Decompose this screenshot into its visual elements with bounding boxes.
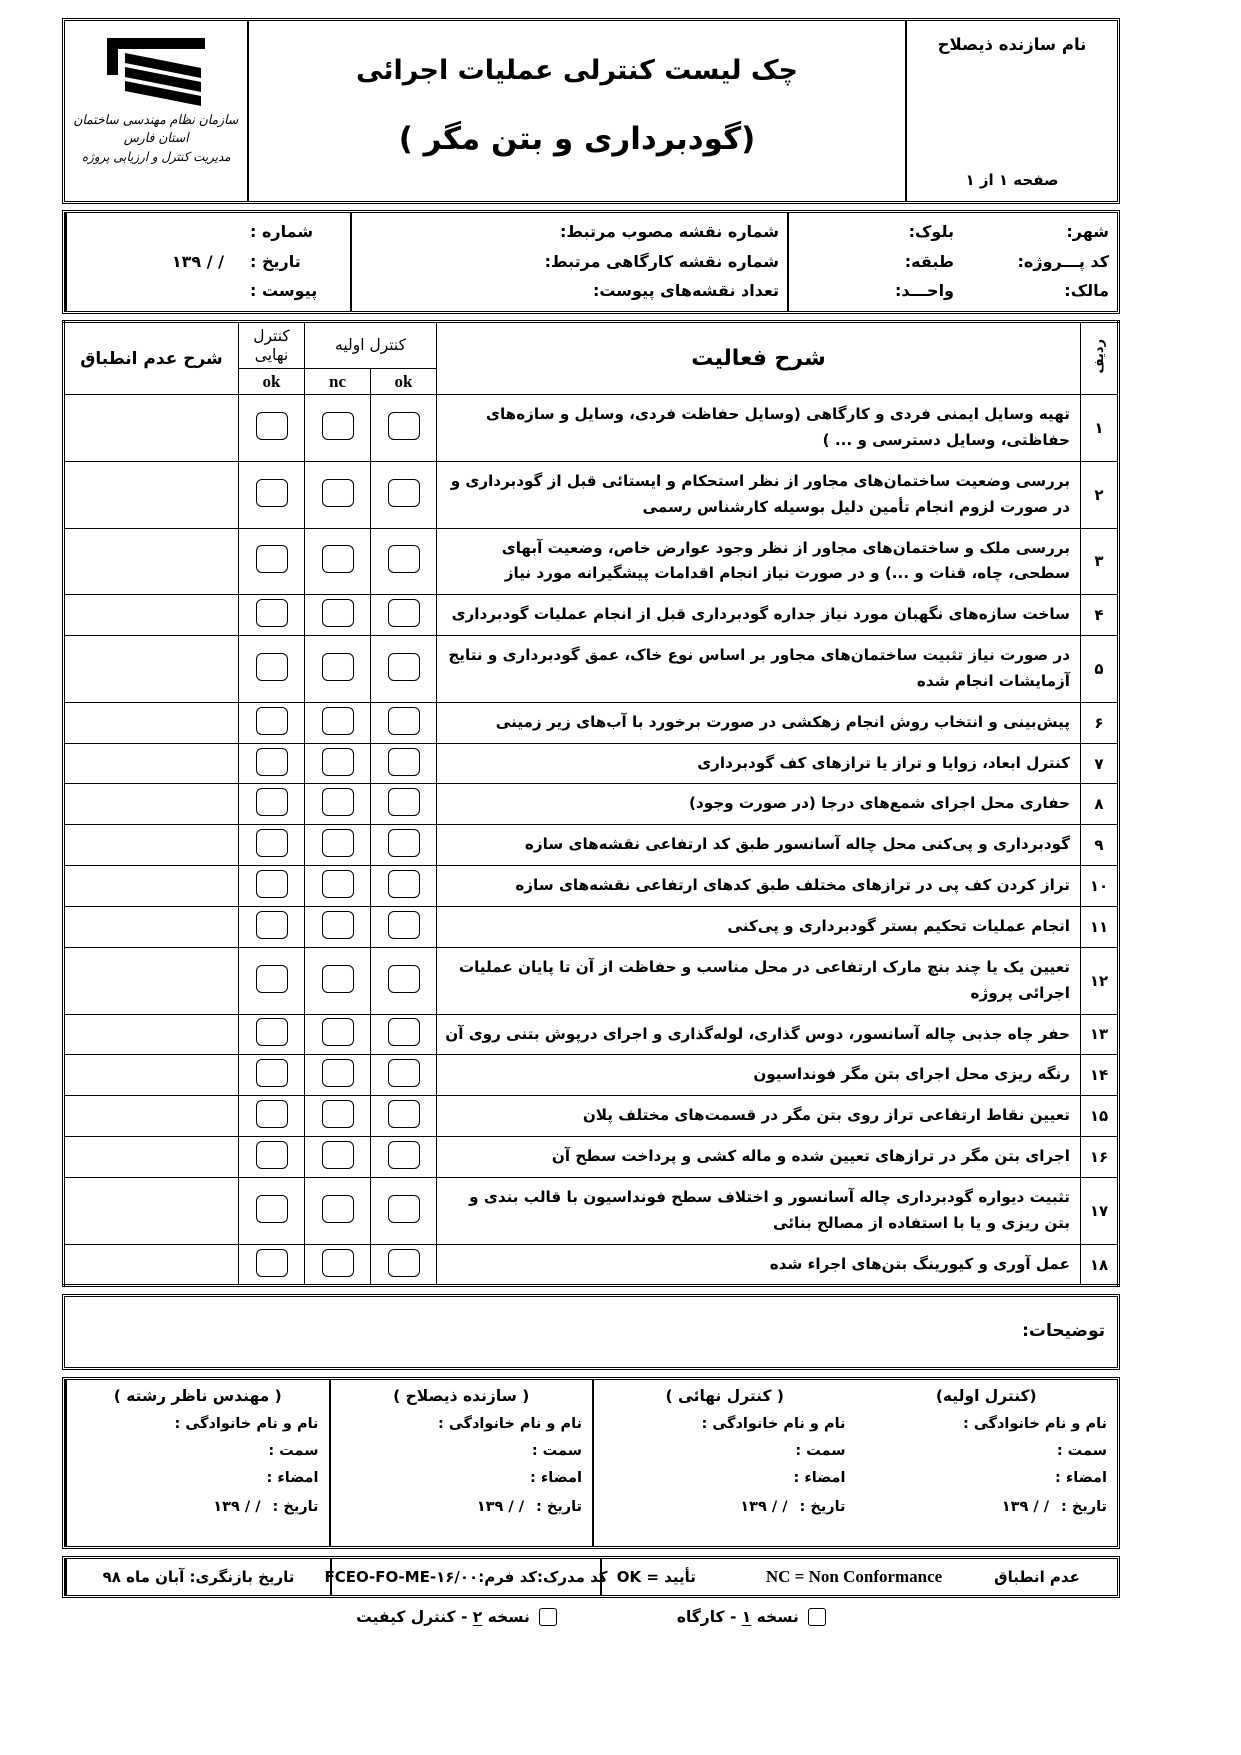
checkbox-cell-final-ok[interactable] <box>239 784 305 825</box>
checkbox-final-ok[interactable] <box>256 1018 288 1046</box>
checkbox-cell-initial-ok[interactable] <box>371 1137 437 1178</box>
copy-option-2[interactable] <box>356 1608 557 1626</box>
row-number: ۱۴ <box>1081 1055 1119 1096</box>
checkbox-initial-nc[interactable] <box>322 829 354 857</box>
row-number: ۵ <box>1081 636 1119 703</box>
checkbox-initial-nc[interactable] <box>322 1059 354 1087</box>
row-number: ۱ <box>1081 395 1119 462</box>
checkbox-final-ok[interactable] <box>256 965 288 993</box>
nonconformance-input-cell[interactable] <box>64 1177 239 1244</box>
copies-row <box>62 1608 1120 1626</box>
document-header <box>62 18 1120 204</box>
field-block-label: بلوک: <box>908 222 954 242</box>
nonconformance-input-cell[interactable] <box>64 461 239 528</box>
checkbox-cell-initial-nc[interactable] <box>305 1137 371 1178</box>
checkbox-initial-ok[interactable] <box>388 1059 420 1087</box>
legend-nc-definition: NC = Non Conformance <box>765 1567 943 1587</box>
checkbox-final-ok[interactable] <box>256 1249 288 1277</box>
checkbox-initial-ok[interactable] <box>388 870 420 898</box>
checkbox-cell-final-ok[interactable] <box>239 702 305 743</box>
legend-revision-date: تاریخ بازنگری: آبان ماه ۹۸ <box>65 1559 330 1595</box>
table-row <box>64 1055 1119 1096</box>
table-row <box>64 1177 1119 1244</box>
checkbox-cell-final-ok[interactable] <box>239 825 305 866</box>
table-row <box>64 395 1119 462</box>
signature-title: ( مهندس ناظر رشته ) <box>113 1387 282 1406</box>
row-activity-description: تراز کردن کف پی در ترازهای مختلف طبق کدهای ارتفاعی نقشه‌های سازه <box>437 866 1081 907</box>
legend-ok-definition: تأیید = OK <box>616 1568 696 1587</box>
row-activity-description: انجام عملیات تحکیم بستر گودبرداری و پی‌کنی <box>437 907 1081 948</box>
checkbox-initial-ok[interactable] <box>388 653 420 681</box>
checkbox-cell-final-ok[interactable] <box>239 1244 305 1286</box>
signature-block-2 <box>592 1380 856 1546</box>
signature-position-field[interactable]: سمت : <box>268 1443 319 1460</box>
nonconformance-input-cell[interactable] <box>64 825 239 866</box>
checkbox-cell-initial-ok[interactable] <box>371 1014 437 1055</box>
checkbox-initial-nc[interactable] <box>322 412 354 440</box>
header-activity: شرح فعالیت <box>437 322 1081 395</box>
checkbox-final-ok[interactable] <box>256 545 288 573</box>
row-number: ۱۶ <box>1081 1137 1119 1178</box>
row-activity-description: گودبرداری و پی‌کنی محل چاله آسانسور طبق کد ارتفاعی نقشه‌های سازه <box>437 825 1081 866</box>
checkbox-cell-initial-nc[interactable] <box>305 866 371 907</box>
checklist-table-body <box>64 395 1119 1286</box>
field-unit-label: واحـــد: <box>894 281 954 301</box>
checkbox-final-ok[interactable] <box>256 599 288 627</box>
checkbox-final-ok[interactable] <box>256 870 288 898</box>
nonconformance-input-cell[interactable] <box>64 595 239 636</box>
info-column-location <box>962 213 1117 311</box>
checkbox-initial-ok[interactable] <box>388 1141 420 1169</box>
signature-name-field[interactable]: نام و نام خانوادگی : <box>963 1416 1107 1433</box>
signature-date-label: تاریخ : <box>1061 1499 1107 1516</box>
row-number: ۸ <box>1081 784 1119 825</box>
checkbox-initial-nc[interactable] <box>322 1249 354 1277</box>
checkbox-initial-ok[interactable] <box>388 1195 420 1223</box>
row-number: ۱۸ <box>1081 1244 1119 1286</box>
table-row <box>64 461 1119 528</box>
checkbox-final-ok[interactable] <box>256 1141 288 1169</box>
checkbox-final-ok[interactable] <box>256 829 288 857</box>
table-row <box>64 1096 1119 1137</box>
checkbox-cell-initial-nc[interactable] <box>305 461 371 528</box>
checkbox-cell-initial-nc[interactable] <box>305 947 371 1014</box>
checkbox-initial-nc[interactable] <box>322 599 354 627</box>
nonconformance-input-cell[interactable] <box>64 784 239 825</box>
page-number-label: صفحه ۱ از ۱ <box>965 171 1059 189</box>
checklist-table <box>62 320 1120 1287</box>
checkbox-cell-initial-ok[interactable] <box>371 1244 437 1286</box>
signature-title: ( کنترل نهائی ) <box>665 1387 784 1406</box>
table-row <box>64 784 1119 825</box>
checkbox-cell-initial-ok[interactable] <box>371 595 437 636</box>
row-number: ۱۳ <box>1081 1014 1119 1055</box>
row-activity-description: تهیه وسایل ایمنی فردی و کارگاهی (وسایل حفاظت فردی، وسایل و سازه‌های حفاظتی، وسایل دسترسی و ... ) <box>437 395 1081 462</box>
checkbox-initial-ok[interactable] <box>388 911 420 939</box>
checkbox-initial-nc[interactable] <box>322 911 354 939</box>
header-initial-control: کنترل اولیه <box>305 322 437 369</box>
checkbox-cell-initial-ok[interactable] <box>371 743 437 784</box>
row-number: ۱۷ <box>1081 1177 1119 1244</box>
checkbox-cell-initial-nc[interactable] <box>305 1096 371 1137</box>
checkbox-initial-nc[interactable] <box>322 545 354 573</box>
field-date-value: / / ۱۳۹ <box>171 251 224 271</box>
signature-sign-field[interactable]: امضاء : <box>793 1470 846 1487</box>
checkbox-initial-ok[interactable] <box>388 1100 420 1128</box>
checkbox-final-ok[interactable] <box>256 788 288 816</box>
checkbox-initial-nc[interactable] <box>322 788 354 816</box>
checkbox-initial-ok[interactable] <box>388 788 420 816</box>
signature-date-value: / / ۱۳۹ <box>213 1499 261 1516</box>
field-project-code-label: کد پـــروژه: <box>1017 251 1109 271</box>
row-number: ۱۲ <box>1081 947 1119 1014</box>
field-floor-label: طبقه: <box>904 251 954 271</box>
field-city-label: شهر: <box>1066 222 1109 242</box>
copy-label: نسخه ۲ - کنترل کیفیت <box>356 1608 530 1627</box>
signature-name-field[interactable]: نام و نام خانوادگی : <box>701 1416 846 1433</box>
header-final-ok: ok <box>239 369 305 395</box>
checkbox-cell-initial-nc[interactable] <box>305 907 371 948</box>
checkbox-initial-ok[interactable] <box>388 829 420 857</box>
checkbox-cell-initial-nc[interactable] <box>305 595 371 636</box>
checklist-title-line1: چک لیست کنترلی عملیات اجرائی <box>356 54 798 86</box>
checkbox-initial-nc[interactable] <box>322 653 354 681</box>
nonconformance-input-cell[interactable] <box>64 1137 239 1178</box>
signature-block-1 <box>856 1380 1118 1546</box>
signature-date-field[interactable] <box>604 1499 846 1515</box>
signature-title: (کنترل اولیه) <box>935 1387 1037 1406</box>
field-date-label: تاریخ : <box>250 251 301 271</box>
nonconformance-input-cell[interactable] <box>64 1055 239 1096</box>
header-final-control: کنترل نهایی <box>239 322 305 369</box>
row-activity-description: رنگه ریزی محل اجرای بتن مگر فونداسیون <box>437 1055 1081 1096</box>
checkbox-cell-initial-ok[interactable] <box>371 784 437 825</box>
info-column-building <box>787 213 962 311</box>
organization-name-line3: مدیریت کنترل و ارزیابی پروژه <box>81 149 231 164</box>
row-activity-description: بررسی ملک و ساختمان‌های مجاور از نظر وجود عوارض خاص، وضعیت آبهای سطحی، چاه، قنات و ...) و در صورت نیاز انجام اقدامات پیشگیرانه مورد نیاز <box>437 528 1081 595</box>
checkbox-initial-ok[interactable] <box>388 1249 420 1277</box>
checkbox-initial-ok[interactable] <box>388 748 420 776</box>
table-row <box>64 947 1119 1014</box>
remarks-section[interactable] <box>62 1294 1120 1370</box>
checkbox-initial-nc[interactable] <box>322 479 354 507</box>
organization-logo-icon <box>101 35 211 107</box>
row-activity-description: بررسی وضعیت ساختمان‌های مجاور از نظر استحکام و ایستائی قبل از گودبرداری و در صورت لزوم انجام تأمین دلیل بوسیله کارشناس رسمی <box>437 461 1081 528</box>
checkbox-initial-ok[interactable] <box>388 412 420 440</box>
row-number: ۱۱ <box>1081 907 1119 948</box>
table-row <box>64 907 1119 948</box>
organization-name-line2: استان فارس <box>123 131 189 146</box>
checkbox-final-ok[interactable] <box>256 748 288 776</box>
checkbox-cell-initial-nc[interactable] <box>305 1177 371 1244</box>
signature-date-label: تاریخ : <box>272 1499 319 1516</box>
checkbox-initial-ok[interactable] <box>388 707 420 735</box>
legend-nonconformance-label: عدم انطباق <box>994 1568 1080 1587</box>
row-number: ۱۵ <box>1081 1096 1119 1137</box>
checklist-title-line2: (گودبرداری و بتن مگر ) <box>398 121 756 158</box>
remarks-label: توضیحات: <box>1022 1321 1105 1342</box>
checkbox-cell-initial-ok[interactable] <box>371 825 437 866</box>
checkbox-cell-initial-ok[interactable] <box>371 702 437 743</box>
checkbox-cell-final-ok[interactable] <box>239 395 305 462</box>
signature-date-field[interactable] <box>341 1499 583 1515</box>
checkbox-initial-nc[interactable] <box>322 748 354 776</box>
checkbox-cell-initial-nc[interactable] <box>305 1014 371 1055</box>
checkbox-cell-final-ok[interactable] <box>239 866 305 907</box>
checkbox-initial-nc[interactable] <box>322 870 354 898</box>
table-row <box>64 702 1119 743</box>
project-info-section <box>62 210 1120 314</box>
checkbox-cell-final-ok[interactable] <box>239 636 305 703</box>
row-activity-description: پیش‌بینی و انتخاب روش انجام زهکشی در صورت برخورد با آب‌های زیر زمینی <box>437 702 1081 743</box>
signature-name-field[interactable]: نام و نام خانوادگی : <box>174 1416 319 1433</box>
checkbox-initial-ok[interactable] <box>388 599 420 627</box>
table-row <box>64 595 1119 636</box>
checkbox-initial-nc[interactable] <box>322 1141 354 1169</box>
checkbox-cell-final-ok[interactable] <box>239 1014 305 1055</box>
row-activity-description: تثبیت دیواره گودبرداری چاله آسانسور و اختلاف سطح فونداسیون با قالب بندی و بتن ریزی و یا با استفاده از مصالح بنائی <box>437 1177 1081 1244</box>
signature-date-value: / / ۱۳۹ <box>740 1499 788 1516</box>
row-number: ۹ <box>1081 825 1119 866</box>
checkbox-final-ok[interactable] <box>256 653 288 681</box>
signature-date-label: تاریخ : <box>799 1499 846 1516</box>
checkbox-cell-initial-nc[interactable] <box>305 784 371 825</box>
table-row <box>64 1244 1119 1286</box>
nonconformance-input-cell[interactable] <box>64 395 239 462</box>
checkbox-initial-ok[interactable] <box>388 479 420 507</box>
checkbox-cell-initial-nc[interactable] <box>305 1055 371 1096</box>
document-page <box>62 18 1120 1626</box>
signature-title: ( سازنده ذیصلاح ) <box>393 1387 530 1406</box>
checkbox-cell-initial-ok[interactable] <box>371 947 437 1014</box>
row-number: ۱۰ <box>1081 866 1119 907</box>
signature-date-field[interactable] <box>866 1499 1108 1515</box>
checkbox-cell-final-ok[interactable] <box>239 743 305 784</box>
checkbox-initial-nc[interactable] <box>322 1018 354 1046</box>
header-logo-cell <box>65 21 247 201</box>
table-row <box>64 636 1119 703</box>
signature-sign-field[interactable]: امضاء : <box>266 1470 319 1487</box>
nonconformance-input-cell[interactable] <box>64 866 239 907</box>
legend-section <box>62 1556 1120 1598</box>
checkbox-cell-initial-ok[interactable] <box>371 1055 437 1096</box>
info-column-drawings <box>350 213 787 311</box>
header-maker-cell <box>905 21 1117 201</box>
field-attachment-label: پیوست : <box>250 281 318 301</box>
row-activity-description: حفاری محل اجرای شمع‌های درجا (در صورت وجود) <box>437 784 1081 825</box>
table-row <box>64 1014 1119 1055</box>
checkbox-cell-final-ok[interactable] <box>239 1177 305 1244</box>
table-row <box>64 866 1119 907</box>
row-activity-description: در صورت نیاز تثبیت ساختمان‌های مجاور بر اساس نوع خاک، عمق گودبرداری و نتایج آزمایشات انجام شده <box>437 636 1081 703</box>
table-row <box>64 743 1119 784</box>
signature-date-value: / / ۱۳۹ <box>476 1499 525 1516</box>
table-row <box>64 1137 1119 1178</box>
signature-position-field[interactable]: سمت : <box>795 1443 846 1460</box>
row-number: ۳ <box>1081 528 1119 595</box>
checkbox-cell-initial-nc[interactable] <box>305 825 371 866</box>
signature-date-value: / / ۱۳۹ <box>1001 1499 1050 1516</box>
nonconformance-input-cell[interactable] <box>64 636 239 703</box>
checkbox-cell-final-ok[interactable] <box>239 1096 305 1137</box>
signature-section <box>62 1377 1120 1549</box>
checkbox-initial-nc[interactable] <box>322 965 354 993</box>
checkbox-initial-nc[interactable] <box>322 1100 354 1128</box>
field-number-label: شماره : <box>250 222 314 242</box>
row-activity-description: تعیین یک یا چند بنچ مارک ارتفاعی در محل مناسب و حفاظت از آن تا پایان عملیات اجرائی پروژه <box>437 947 1081 1014</box>
nonconformance-input-cell[interactable] <box>64 1244 239 1286</box>
row-activity-description: کنترل ابعاد، زوایا و تراز یا ترازهای کف گودبرداری <box>437 743 1081 784</box>
table-header-row-groups <box>64 322 1119 369</box>
checkbox-initial-ok[interactable] <box>388 965 420 993</box>
copy-checkbox[interactable] <box>808 1608 826 1626</box>
checkbox-cell-initial-ok[interactable] <box>371 395 437 462</box>
nonconformance-input-cell[interactable] <box>64 1096 239 1137</box>
checkbox-final-ok[interactable] <box>256 1100 288 1128</box>
nonconformance-input-cell[interactable] <box>64 743 239 784</box>
checkbox-initial-nc[interactable] <box>322 707 354 735</box>
row-activity-description: اجرای بتن مگر در ترازهای تعیین شده و ماله کشی و پرداخت سطح آن <box>437 1137 1081 1178</box>
signature-name-field[interactable]: نام و نام خانوادگی : <box>438 1416 582 1433</box>
checkbox-cell-final-ok[interactable] <box>239 907 305 948</box>
row-number: ۶ <box>1081 702 1119 743</box>
copy-label: نسخه ۱ - کارگاه <box>676 1608 799 1627</box>
row-number: ۴ <box>1081 595 1119 636</box>
checkbox-final-ok[interactable] <box>256 412 288 440</box>
field-approved-map-label: شماره نقشه مصوب مرتبط: <box>559 222 779 242</box>
signature-block-4 <box>65 1380 329 1546</box>
checkbox-initial-nc[interactable] <box>322 1195 354 1223</box>
checkbox-cell-initial-ok[interactable] <box>371 907 437 948</box>
row-number: ۷ <box>1081 743 1119 784</box>
checkbox-final-ok[interactable] <box>256 1195 288 1223</box>
checkbox-cell-initial-nc[interactable] <box>305 1244 371 1286</box>
checkbox-cell-final-ok[interactable] <box>239 1137 305 1178</box>
checklist-table-head <box>64 322 1119 395</box>
field-workshop-map-label: شماره نقشه کارگاهی مرتبط: <box>544 251 779 271</box>
signature-date-field[interactable] <box>77 1499 319 1515</box>
header-row-number: ردیف <box>1081 322 1119 395</box>
checkbox-cell-initial-nc[interactable] <box>305 743 371 784</box>
row-activity-description: تعیین نقاط ارتفاعی تراز روی بتن مگر در قسمت‌های مختلف پلان <box>437 1096 1081 1137</box>
signature-date-label: تاریخ : <box>536 1499 582 1516</box>
checkbox-cell-final-ok[interactable] <box>239 595 305 636</box>
checkbox-cell-final-ok[interactable] <box>239 461 305 528</box>
header-title-cell <box>247 21 905 201</box>
legend-doc-code: کد مدرک:کد فرم:FCEO-FO-ME-۱۶/۰۰ <box>330 1559 600 1595</box>
row-activity-description: عمل آوری و کیورینگ بتن‌های اجراء شده <box>437 1244 1081 1286</box>
checkbox-cell-initial-ok[interactable] <box>371 1177 437 1244</box>
checkbox-final-ok[interactable] <box>256 1059 288 1087</box>
checkbox-cell-initial-ok[interactable] <box>371 1096 437 1137</box>
row-number: ۲ <box>1081 461 1119 528</box>
row-activity-description: حفر چاه جذبی چاله آسانسور، دوس گذاری، لوله‌گذاری و اجرای درپوش بتنی روی آن <box>437 1014 1081 1055</box>
checkbox-cell-initial-nc[interactable] <box>305 636 371 703</box>
signature-sign-field[interactable]: امضاء : <box>1055 1470 1107 1487</box>
signature-position-field[interactable]: سمت : <box>1056 1443 1107 1460</box>
nonconformance-input-cell[interactable] <box>64 907 239 948</box>
checkbox-cell-initial-nc[interactable] <box>305 528 371 595</box>
table-row <box>64 825 1119 866</box>
signature-sign-field[interactable]: امضاء : <box>530 1470 582 1487</box>
organization-name-line1: سازمان نظام مهندسی ساختمان <box>73 113 239 128</box>
field-owner-label: مالک: <box>1064 281 1109 301</box>
checkbox-initial-ok[interactable] <box>388 1018 420 1046</box>
copy-option-1[interactable] <box>677 1608 826 1626</box>
signature-position-field[interactable]: سمت : <box>531 1443 582 1460</box>
checkbox-final-ok[interactable] <box>256 707 288 735</box>
legend-definitions <box>600 1559 957 1595</box>
checkbox-cell-final-ok[interactable] <box>239 947 305 1014</box>
header-nonconformance-desc: شرح عدم انطباق <box>64 322 239 395</box>
checkbox-cell-final-ok[interactable] <box>239 528 305 595</box>
nonconformance-input-cell[interactable] <box>64 947 239 1014</box>
signature-block-3 <box>329 1380 593 1546</box>
info-column-document <box>65 213 350 311</box>
checkbox-cell-initial-nc[interactable] <box>305 395 371 462</box>
checkbox-final-ok[interactable] <box>256 479 288 507</box>
checkbox-final-ok[interactable] <box>256 911 288 939</box>
nonconformance-input-cell[interactable] <box>64 528 239 595</box>
header-initial-nc: nc <box>305 369 371 395</box>
header-initial-ok: ok <box>371 369 437 395</box>
checkbox-cell-initial-ok[interactable] <box>371 866 437 907</box>
checkbox-cell-final-ok[interactable] <box>239 1055 305 1096</box>
table-row <box>64 528 1119 595</box>
checkbox-cell-initial-ok[interactable] <box>371 636 437 703</box>
field-attached-maps-label: تعداد نقشه‌های پیوست: <box>592 281 779 301</box>
checkbox-cell-initial-nc[interactable] <box>305 702 371 743</box>
copy-checkbox[interactable] <box>539 1608 557 1626</box>
nonconformance-input-cell[interactable] <box>64 702 239 743</box>
checkbox-initial-ok[interactable] <box>388 545 420 573</box>
maker-name-label: نام سازنده ذیصلاح <box>937 35 1087 54</box>
row-activity-description: ساخت سازه‌های نگهبان مورد نیاز جداره گودبرداری قبل از انجام عملیات گودبرداری <box>437 595 1081 636</box>
nonconformance-input-cell[interactable] <box>64 1014 239 1055</box>
checkbox-cell-initial-ok[interactable] <box>371 461 437 528</box>
checkbox-cell-initial-ok[interactable] <box>371 528 437 595</box>
